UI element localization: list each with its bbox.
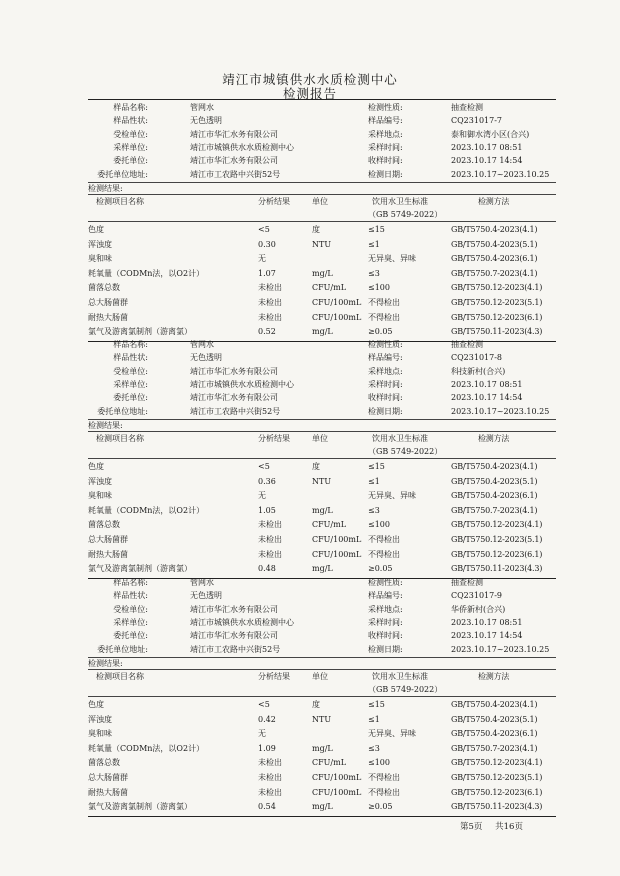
cell-method: GB/T5750.7-2023(4.1) bbox=[451, 268, 538, 278]
cell-standard: ≤15 bbox=[368, 225, 385, 234]
label-sample-name: 样品名称: bbox=[113, 578, 148, 587]
cell-result: 1.07 bbox=[258, 268, 276, 278]
label-sample-property: 样品性状: bbox=[113, 116, 148, 126]
value-test-nature: 抽查检测 bbox=[451, 340, 483, 349]
page-footer bbox=[460, 820, 533, 832]
col-header-unit: 单位 bbox=[312, 672, 328, 681]
cell-standard: ≤3 bbox=[368, 743, 380, 753]
cell-unit: NTU bbox=[312, 239, 332, 249]
cell-method: GB/T5750.7-2023(4.1) bbox=[451, 743, 538, 753]
value-sampling-unit: 靖江市城镇供水水质检测中心 bbox=[190, 379, 294, 389]
cell-item: 色度 bbox=[88, 225, 104, 234]
cell-standard: ≤15 bbox=[368, 462, 385, 471]
label-sampling-site: 采样地点: bbox=[368, 366, 403, 376]
table-row bbox=[0, 756, 620, 770]
cell-unit: 度 bbox=[312, 700, 320, 709]
results-label: 检测结果: bbox=[88, 421, 123, 430]
cell-method: GB/T5750.4-2023(6.1) bbox=[451, 254, 538, 264]
label-test-date: 检测日期: bbox=[368, 644, 403, 654]
cell-unit: CFU/100mL bbox=[312, 549, 362, 559]
label-test-date: 检测日期: bbox=[368, 406, 403, 416]
cell-item: 氯气及游离氯制剂（游离氯） bbox=[88, 564, 192, 574]
value-client-address: 靖江市工农路中兴街52号 bbox=[190, 644, 281, 654]
results-table-header bbox=[0, 670, 620, 696]
value-receive-time: 2023.10.17 14:54 bbox=[451, 393, 523, 403]
cell-item: 臭和味 bbox=[88, 254, 112, 264]
value-sample-name: 管网水 bbox=[190, 340, 214, 349]
label-sample-property: 样品性状: bbox=[113, 353, 148, 363]
info-row bbox=[0, 391, 620, 404]
value-sampling-unit: 靖江市城镇供水水质检测中心 bbox=[190, 617, 294, 627]
cell-result: 无 bbox=[258, 491, 266, 501]
results-header-bottom-rule bbox=[88, 458, 556, 459]
cell-unit: CFU/100mL bbox=[312, 298, 362, 307]
value-entrusted-unit: 靖江市华汇水务有限公司 bbox=[190, 366, 278, 376]
results-label: 检测结果: bbox=[88, 184, 123, 193]
table-row bbox=[0, 800, 620, 814]
value-sample-property: 无色透明 bbox=[190, 591, 222, 601]
table-row bbox=[0, 727, 620, 741]
cell-method: GB/T5750.4-2023(4.1) bbox=[451, 225, 538, 234]
cell-item: 总大肠菌群 bbox=[88, 773, 128, 782]
col-header-standard-ref: （GB 5749-2022） bbox=[368, 447, 443, 456]
col-header-unit: 单位 bbox=[312, 197, 328, 206]
info-row bbox=[0, 141, 620, 154]
cell-standard: ≤100 bbox=[368, 283, 390, 293]
cell-item: 总大肠菌群 bbox=[88, 535, 128, 544]
cell-result: 未检出 bbox=[258, 758, 282, 768]
col-header-item: 检测项目名称 bbox=[96, 197, 144, 206]
value-client-unit: 靖江市华汇水务有限公司 bbox=[190, 393, 278, 403]
value-sampling-time: 2023.10.17 08:51 bbox=[451, 617, 523, 627]
col-header-unit: 单位 bbox=[312, 434, 328, 443]
cell-result: <5 bbox=[258, 700, 270, 709]
value-receive-time: 2023.10.17 14:54 bbox=[451, 631, 523, 641]
info-row bbox=[0, 338, 620, 351]
col-header-item: 检测项目名称 bbox=[96, 434, 144, 443]
label-sample-no: 样品编号: bbox=[368, 353, 403, 363]
page-total: 共16页 bbox=[495, 822, 523, 832]
value-sampling-time: 2023.10.17 08:51 bbox=[451, 142, 523, 152]
cell-standard: 不得检出 bbox=[368, 549, 400, 559]
col-header-item: 检测项目名称 bbox=[96, 672, 144, 681]
cell-result: 未检出 bbox=[258, 298, 282, 307]
label-client-unit: 委托单位: bbox=[113, 631, 148, 641]
cell-method: GB/T5750.12-2023(6.1) bbox=[451, 787, 543, 797]
info-row bbox=[0, 643, 620, 656]
cell-result: 0.52 bbox=[258, 327, 276, 337]
cell-method: GB/T5750.12-2023(5.1) bbox=[451, 773, 543, 782]
cell-item: 耐热大肠菌 bbox=[88, 312, 128, 322]
cell-item: 耗氧量（CODMn法，以O2计） bbox=[88, 268, 205, 278]
value-sampling-unit: 靖江市城镇供水水质检测中心 bbox=[190, 142, 294, 152]
label-sample-name: 样品名称: bbox=[113, 340, 148, 349]
cell-unit: CFU/100mL bbox=[312, 312, 362, 322]
label-entrusted-unit: 受检单位: bbox=[113, 604, 148, 614]
cell-unit: CFU/mL bbox=[312, 520, 347, 530]
label-sampling-time: 采样时间: bbox=[368, 379, 403, 389]
col-header-method: 检测方法 bbox=[478, 434, 510, 443]
cell-result: 0.30 bbox=[258, 239, 276, 249]
results-header-bottom-rule bbox=[88, 221, 556, 222]
cell-result: 未检出 bbox=[258, 535, 282, 544]
cell-item: 菌落总数 bbox=[88, 520, 120, 530]
label-client-address: 委托单位地址: bbox=[97, 406, 148, 416]
info-bottom-rule bbox=[88, 182, 556, 183]
cell-result: 1.09 bbox=[258, 743, 276, 753]
cell-item: 臭和味 bbox=[88, 491, 112, 501]
cell-method: GB/T5750.4-2023(5.1) bbox=[451, 239, 538, 249]
value-test-date: 2023.10.17~2023.10.25 bbox=[451, 406, 550, 416]
table-row bbox=[0, 562, 620, 576]
label-client-address: 委托单位地址: bbox=[97, 644, 148, 654]
cell-unit: CFU/mL bbox=[312, 758, 347, 768]
label-sampling-unit: 采样单位: bbox=[113, 617, 148, 627]
value-sampling-time: 2023.10.17 08:51 bbox=[451, 379, 523, 389]
cell-unit: NTU bbox=[312, 714, 332, 724]
label-sample-name: 样品名称: bbox=[113, 103, 148, 112]
cell-item: 耐热大肠菌 bbox=[88, 549, 128, 559]
table-row bbox=[0, 533, 620, 547]
cell-item: 色度 bbox=[88, 700, 104, 709]
org-title: 靖江市城镇供水水质检测中心 bbox=[222, 72, 398, 87]
cell-unit: 度 bbox=[312, 462, 320, 471]
col-header-method: 检测方法 bbox=[478, 197, 510, 206]
info-row bbox=[0, 603, 620, 616]
cell-result: 未检出 bbox=[258, 787, 282, 797]
value-test-date: 2023.10.17~2023.10.25 bbox=[451, 644, 550, 654]
cell-unit: CFU/100mL bbox=[312, 787, 362, 797]
table-row bbox=[0, 786, 620, 800]
cell-result: 0.42 bbox=[258, 714, 276, 724]
col-header-standard-ref: （GB 5749-2022） bbox=[368, 685, 443, 694]
cell-method: GB/T5750.12-2023(6.1) bbox=[451, 549, 543, 559]
cell-unit: mg/L bbox=[312, 327, 333, 337]
cell-method: GB/T5750.11-2023(4.3) bbox=[451, 327, 543, 337]
cell-item: 色度 bbox=[88, 462, 104, 471]
cell-result: 未检出 bbox=[258, 520, 282, 530]
cell-result: 未检出 bbox=[258, 549, 282, 559]
table-row bbox=[0, 281, 620, 295]
info-row bbox=[0, 616, 620, 629]
info-bottom-rule bbox=[88, 419, 556, 420]
label-entrusted-unit: 受检单位: bbox=[113, 366, 148, 376]
cell-method: GB/T5750.12-2023(4.1) bbox=[451, 283, 543, 293]
cell-standard: 不得检出 bbox=[368, 773, 400, 782]
cell-standard: ≤15 bbox=[368, 700, 385, 709]
table-row bbox=[0, 518, 620, 532]
cell-unit: 度 bbox=[312, 225, 320, 234]
info-row bbox=[0, 589, 620, 602]
label-sample-no: 样品编号: bbox=[368, 591, 403, 601]
label-sample-property: 样品性状: bbox=[113, 591, 148, 601]
cell-unit: CFU/100mL bbox=[312, 773, 362, 782]
cell-method: GB/T5750.4-2023(6.1) bbox=[451, 491, 538, 501]
cell-standard: 不得检出 bbox=[368, 535, 400, 544]
cell-method: GB/T5750.4-2023(5.1) bbox=[451, 714, 538, 724]
cell-method: GB/T5750.12-2023(4.1) bbox=[451, 520, 543, 530]
value-entrusted-unit: 靖江市华汇水务有限公司 bbox=[190, 604, 278, 614]
section-rule-bottom bbox=[88, 816, 556, 817]
results-table-header bbox=[0, 432, 620, 458]
table-row bbox=[0, 504, 620, 518]
cell-standard: ≤100 bbox=[368, 520, 390, 530]
value-sampling-site: 泰和御水湾小区(合兴) bbox=[451, 129, 530, 139]
results-header-bottom-rule bbox=[88, 696, 556, 697]
table-row bbox=[0, 296, 620, 310]
table-row bbox=[0, 238, 620, 252]
label-client-unit: 委托单位: bbox=[113, 393, 148, 403]
cell-unit: mg/L bbox=[312, 268, 333, 278]
label-test-nature: 检测性质: bbox=[368, 340, 403, 349]
table-row bbox=[0, 742, 620, 756]
label-sampling-site: 采样地点: bbox=[368, 604, 403, 614]
cell-standard: ≤100 bbox=[368, 758, 390, 768]
doc-title: 检测报告 bbox=[282, 86, 337, 101]
table-row bbox=[0, 460, 620, 474]
col-header-standard: 饮用水卫生标准 bbox=[372, 434, 428, 443]
info-row bbox=[0, 154, 620, 167]
label-sampling-unit: 采样单位: bbox=[113, 142, 148, 152]
label-sampling-time: 采样时间: bbox=[368, 617, 403, 627]
value-sample-no: CQ231017-7 bbox=[451, 116, 503, 126]
value-client-unit: 靖江市华汇水务有限公司 bbox=[190, 631, 278, 641]
table-row bbox=[0, 267, 620, 281]
cell-method: GB/T5750.12-2023(4.1) bbox=[451, 758, 543, 768]
cell-method: GB/T5750.4-2023(4.1) bbox=[451, 700, 538, 709]
info-row bbox=[0, 576, 620, 589]
cell-item: 耐热大肠菌 bbox=[88, 787, 128, 797]
cell-item: 浑浊度 bbox=[88, 239, 112, 249]
cell-item: 浑浊度 bbox=[88, 476, 112, 486]
info-bottom-rule bbox=[88, 657, 556, 658]
info-row bbox=[0, 101, 620, 114]
value-client-unit: 靖江市华汇水务有限公司 bbox=[190, 156, 278, 166]
cell-result: 0.36 bbox=[258, 476, 276, 486]
col-header-standard-ref: （GB 5749-2022） bbox=[368, 210, 443, 219]
value-sampling-site: 华侨新村(合兴) bbox=[451, 604, 506, 614]
label-client-address: 委托单位地址: bbox=[97, 169, 148, 179]
cell-method: GB/T5750.4-2023(6.1) bbox=[451, 729, 538, 739]
cell-result: 0.54 bbox=[258, 802, 276, 812]
cell-result: 未检出 bbox=[258, 773, 282, 782]
cell-unit: mg/L bbox=[312, 505, 333, 515]
cell-method: GB/T5750.11-2023(4.3) bbox=[451, 802, 543, 812]
value-sample-property: 无色透明 bbox=[190, 353, 222, 363]
info-row bbox=[0, 365, 620, 378]
label-sampling-site: 采样地点: bbox=[368, 129, 403, 139]
info-row bbox=[0, 405, 620, 418]
cell-standard: 不得检出 bbox=[368, 312, 400, 322]
info-row bbox=[0, 128, 620, 141]
table-row bbox=[0, 223, 620, 237]
section-rule-top bbox=[88, 99, 556, 100]
col-header-method: 检测方法 bbox=[478, 672, 510, 681]
cell-unit: mg/L bbox=[312, 743, 333, 753]
cell-item: 菌落总数 bbox=[88, 758, 120, 768]
cell-method: GB/T5750.11-2023(4.3) bbox=[451, 564, 543, 574]
cell-result: 无 bbox=[258, 729, 266, 739]
info-row bbox=[0, 114, 620, 127]
cell-unit: CFU/100mL bbox=[312, 535, 362, 544]
cell-standard: 无异臭、异味 bbox=[368, 254, 416, 264]
cell-unit: CFU/mL bbox=[312, 283, 347, 293]
col-header-standard: 饮用水卫生标准 bbox=[372, 197, 428, 206]
table-row bbox=[0, 252, 620, 266]
label-sample-no: 样品编号: bbox=[368, 116, 403, 126]
value-entrusted-unit: 靖江市华汇水务有限公司 bbox=[190, 129, 278, 139]
cell-item: 氯气及游离氯制剂（游离氯） bbox=[88, 802, 192, 812]
cell-item: 臭和味 bbox=[88, 729, 112, 739]
cell-standard: 无异臭、异味 bbox=[368, 491, 416, 501]
cell-result: 0.48 bbox=[258, 564, 276, 574]
table-row bbox=[0, 698, 620, 712]
label-client-unit: 委托单位: bbox=[113, 156, 148, 166]
label-test-nature: 检测性质: bbox=[368, 578, 403, 587]
results-label: 检测结果: bbox=[88, 659, 123, 668]
cell-standard: ≤3 bbox=[368, 268, 380, 278]
cell-standard: ≤1 bbox=[368, 714, 380, 724]
label-sampling-time: 采样时间: bbox=[368, 142, 403, 152]
col-header-result: 分析结果 bbox=[258, 197, 290, 206]
value-sample-name: 管网水 bbox=[190, 103, 214, 112]
cell-item: 耗氧量（CODMn法，以O2计） bbox=[88, 505, 205, 515]
cell-standard: ≥0.05 bbox=[368, 564, 393, 574]
col-header-standard: 饮用水卫生标准 bbox=[372, 672, 428, 681]
value-test-nature: 抽查检测 bbox=[451, 103, 483, 112]
cell-standard: ≤3 bbox=[368, 505, 380, 515]
page-current: 第5页 bbox=[460, 822, 483, 832]
info-row bbox=[0, 378, 620, 391]
cell-standard: ≥0.05 bbox=[368, 327, 393, 337]
label-test-date: 检测日期: bbox=[368, 169, 403, 179]
col-header-result: 分析结果 bbox=[258, 434, 290, 443]
cell-method: GB/T5750.12-2023(5.1) bbox=[451, 298, 543, 307]
label-test-nature: 检测性质: bbox=[368, 103, 403, 112]
value-sample-no: CQ231017-9 bbox=[451, 591, 503, 601]
value-client-address: 靖江市工农路中兴街52号 bbox=[190, 406, 281, 416]
cell-item: 耗氧量（CODMn法，以O2计） bbox=[88, 743, 205, 753]
cell-result: <5 bbox=[258, 462, 270, 471]
cell-result: 未检出 bbox=[258, 283, 282, 293]
cell-standard: ≥0.05 bbox=[368, 802, 393, 812]
cell-result: 无 bbox=[258, 254, 266, 264]
cell-unit: NTU bbox=[312, 476, 332, 486]
value-sample-no: CQ231017-8 bbox=[451, 353, 503, 363]
cell-standard: 不得检出 bbox=[368, 787, 400, 797]
cell-standard: ≤1 bbox=[368, 476, 380, 486]
cell-method: GB/T5750.12-2023(5.1) bbox=[451, 535, 543, 544]
table-row bbox=[0, 489, 620, 503]
value-sampling-site: 科技新村(合兴) bbox=[451, 366, 506, 376]
col-header-result: 分析结果 bbox=[258, 672, 290, 681]
label-receive-time: 收样时间: bbox=[368, 393, 403, 403]
info-row bbox=[0, 351, 620, 364]
table-row bbox=[0, 771, 620, 785]
table-row bbox=[0, 475, 620, 489]
value-test-date: 2023.10.17~2023.10.25 bbox=[451, 169, 550, 179]
cell-item: 总大肠菌群 bbox=[88, 298, 128, 307]
label-receive-time: 收样时间: bbox=[368, 156, 403, 166]
table-row bbox=[0, 311, 620, 325]
info-row bbox=[0, 629, 620, 642]
value-sample-property: 无色透明 bbox=[190, 116, 222, 126]
cell-result: 1.05 bbox=[258, 505, 276, 515]
cell-unit: mg/L bbox=[312, 802, 333, 812]
cell-item: 菌落总数 bbox=[88, 283, 120, 293]
value-test-nature: 抽查检测 bbox=[451, 578, 483, 587]
cell-method: GB/T5750.12-2023(6.1) bbox=[451, 312, 543, 322]
cell-method: GB/T5750.7-2023(4.1) bbox=[451, 505, 538, 515]
value-sample-name: 管网水 bbox=[190, 578, 214, 587]
value-client-address: 靖江市工农路中兴街52号 bbox=[190, 169, 281, 179]
label-sampling-unit: 采样单位: bbox=[113, 379, 148, 389]
cell-standard: ≤1 bbox=[368, 239, 380, 249]
cell-method: GB/T5750.4-2023(5.1) bbox=[451, 476, 538, 486]
cell-standard: 无异臭、异味 bbox=[368, 729, 416, 739]
cell-method: GB/T5750.4-2023(4.1) bbox=[451, 462, 538, 471]
cell-result: 未检出 bbox=[258, 312, 282, 322]
value-receive-time: 2023.10.17 14:54 bbox=[451, 156, 523, 166]
table-row bbox=[0, 713, 620, 727]
info-row bbox=[0, 168, 620, 181]
cell-unit: mg/L bbox=[312, 564, 333, 574]
label-receive-time: 收样时间: bbox=[368, 631, 403, 641]
cell-standard: 不得检出 bbox=[368, 298, 400, 307]
cell-result: <5 bbox=[258, 225, 270, 234]
label-entrusted-unit: 受检单位: bbox=[113, 129, 148, 139]
cell-item: 氯气及游离氯制剂（游离氯） bbox=[88, 327, 192, 337]
table-row bbox=[0, 548, 620, 562]
cell-item: 浑浊度 bbox=[88, 714, 112, 724]
results-table-header bbox=[0, 195, 620, 221]
